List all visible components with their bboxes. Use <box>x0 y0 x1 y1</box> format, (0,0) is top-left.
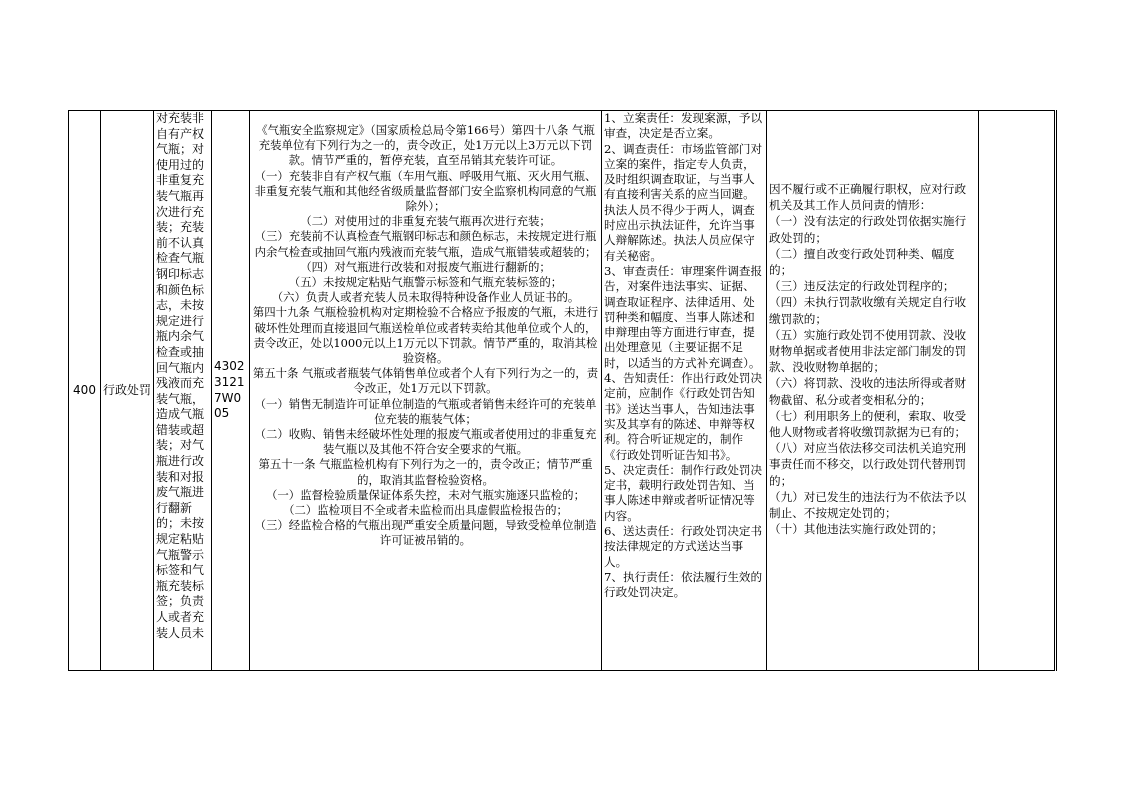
basis-paragraph: （三）经监检合格的气瓶出现严重安全质量问题，导致受检单位制造许可证被吊销的。 <box>254 518 597 548</box>
duty-paragraph: 6、送达责任：行政处罚决定书按法律规定的方式送达当事人。 <box>604 524 763 569</box>
liability-paragraph: 因不履行或不正确履行职权，应对行政机关及其工作人员问责的情形： <box>769 182 967 213</box>
responsibility-items <box>602 111 767 671</box>
basis-paragraph: 第五十条 气瓶或者瓶装气体销售单位或者个人有下列行为之一的，责令改正，处1万元以下罚款。 <box>252 366 599 396</box>
basis-paragraph: （一）充装非自有产权气瓶（车用气瓶、呼吸用气瓶、灭火用气瓶、非重复充装气瓶和其他经省级质量监督部门安全监察机构同意的气瓶除外）； <box>254 168 597 214</box>
liability-paragraph: （五）实施行政处罚不使用罚款、没收财物单据或者使用非法定部门制发的罚款、没收财物单据的； <box>769 327 967 375</box>
basis-paragraph: （四）对气瓶进行改装和对报废气瓶进行翻新的； <box>300 259 551 274</box>
accountability-items <box>767 111 979 671</box>
liability-paragraph: （八）对应当依法移交司法机关追究刑事责任而不移交，以行政处罚代替刑罚的； <box>769 441 967 488</box>
liability-paragraph: （四）未执行罚款收缴有关规定自行收缴罚款的； <box>769 295 967 326</box>
basis-paragraph: （五）未按规定粘贴气瓶警示标签和气瓶充装标签的； <box>288 275 563 290</box>
liability-paragraph: （一）没有法定的行政处罚依据实施行政处罚的； <box>769 214 967 245</box>
basis-paragraph: 《气瓶安全监察规定》（国家质检总局令第166号）第四十八条 气瓶充装单位有下列行为之一的，责令改正，处1万元以上3万元以下罚款。情节严重的，暂停充装，直至吊销其充装许可证。 <box>256 123 595 168</box>
legal-basis <box>250 111 602 671</box>
power-category: 行政处罚 <box>101 111 154 671</box>
basis-paragraph: 第四十九条 气瓶检验机构对定期检验不合格应予报废的气瓶，未进行破坏性处理而直接退回气瓶送检单位或者转卖给其他单位或个人的，责令改正，处以1000元以上1万元以下罚款。情节严重的，取消其检验资格。 <box>252 305 599 366</box>
basis-paragraph: （二）对使用过的非重复充装气瓶再次进行充装； <box>300 214 551 229</box>
liability-paragraph: （二）擅自改变行政处罚种类、幅度的； <box>769 246 955 278</box>
basis-paragraph: （三）充装前不认真检查气瓶钢印标志和颜色标志，未按规定进行瓶内余气检查或抽回气瓶内残液而充装气瓶，造成气瓶错装或超装的； <box>254 229 597 259</box>
basis-paragraph: （一）监督检验质量保证体系失控，未对气瓶实施逐只监检的； <box>266 487 585 502</box>
item-number: 400 <box>69 111 101 671</box>
liability-paragraph: （十）其他违法实施行政处罚的； <box>769 522 943 537</box>
liability-paragraph: （六）将罚款、没收的违法所得或者财物截留、私分或者变相私分的； <box>769 376 967 407</box>
power-list-table <box>68 110 1057 671</box>
duty-paragraph: 3、审查责任：审理案件调查报告，对案件违法事实、证据、调查取证程序、法律适用、处罚种类和幅度、当事人陈述和申辩理由等方面进行审查，提出处理意见（主要证据不足时，以适当的方式补充调查）。 <box>604 263 763 370</box>
liability-paragraph: （三）违反法定的行政处罚程序的； <box>769 279 955 294</box>
duty-paragraph: 1、立案责任：发现案源，予以审查，决定是否立案。 <box>604 111 763 141</box>
duty-paragraph: 2、调查责任：市场监管部门对立案的案件，指定专人负责，及时组织调查取证，与当事人有直接利害关系的应当回避。执法人员不得少于两人，调查时应出示执法证件，允许当事人辩解陈述。执法人员应保守有关秘密。 <box>604 141 763 263</box>
basis-paragraph: （一）销售无制造许可证单位制造的气瓶或者销售未经许可的充装单位充装的瓶装气体； <box>254 396 597 426</box>
liability-paragraph: （七）利用职务上的便利，索取、收受他人财物或者将收缴罚款据为已有的； <box>769 408 967 440</box>
duty-paragraph: 5、决定责任：制作行政处罚决定书，载明行政处罚告知、当事人陈述申辩或者听证情况等内容。 <box>604 462 763 523</box>
duty-paragraph: 4、告知责任：作出行政处罚决定前，应制作《行政处罚告知书》送达当事人，告知违法事实及其享有的陈述、申辩等权利。符合听证规定的，制作《行政处罚听证告知书》。 <box>604 371 763 462</box>
table-row <box>69 111 1056 671</box>
item-name: 对充装非自有产权气瓶；对使用过的非重复充装气瓶再次进行充装；充装前不认真检查气瓶钢印标志和颜色标志，未按规定进行瓶内余气检查或抽回气瓶内残液而充装气瓶，造成气瓶错装或超装；对气瓶进行改装和对报废气瓶进行翻新的；未按规定粘贴气瓶警示标签和气瓶充装标签；负责人或者充装人员未 <box>154 111 212 671</box>
basis-paragraph: 第五十一条 气瓶监检机构有下列行为之一的，责令改正；情节严重的，取消其监督检验资格。 <box>258 457 593 487</box>
basis-paragraph: （二）收购、销售未经破坏性处理的报废气瓶或者使用过的非重复充装气瓶以及其他不符合安全要求的气瓶。 <box>254 427 597 457</box>
item-code: 43023121 7W005 <box>212 111 250 671</box>
remarks <box>979 111 1056 671</box>
basis-paragraph: （二）监检项目不全或者未监检而出具虚假监检报告的； <box>283 503 568 518</box>
liability-paragraph: （九）对已发生的违法行为不依法予以制止、不按规定处罚的； <box>769 489 967 521</box>
duty-paragraph: 7、执行责任：依法履行生效的行政处罚决定。 <box>604 569 763 600</box>
basis-paragraph: （六）负责人或者充装人员未取得特种设备作业人员证书的。 <box>271 290 580 305</box>
